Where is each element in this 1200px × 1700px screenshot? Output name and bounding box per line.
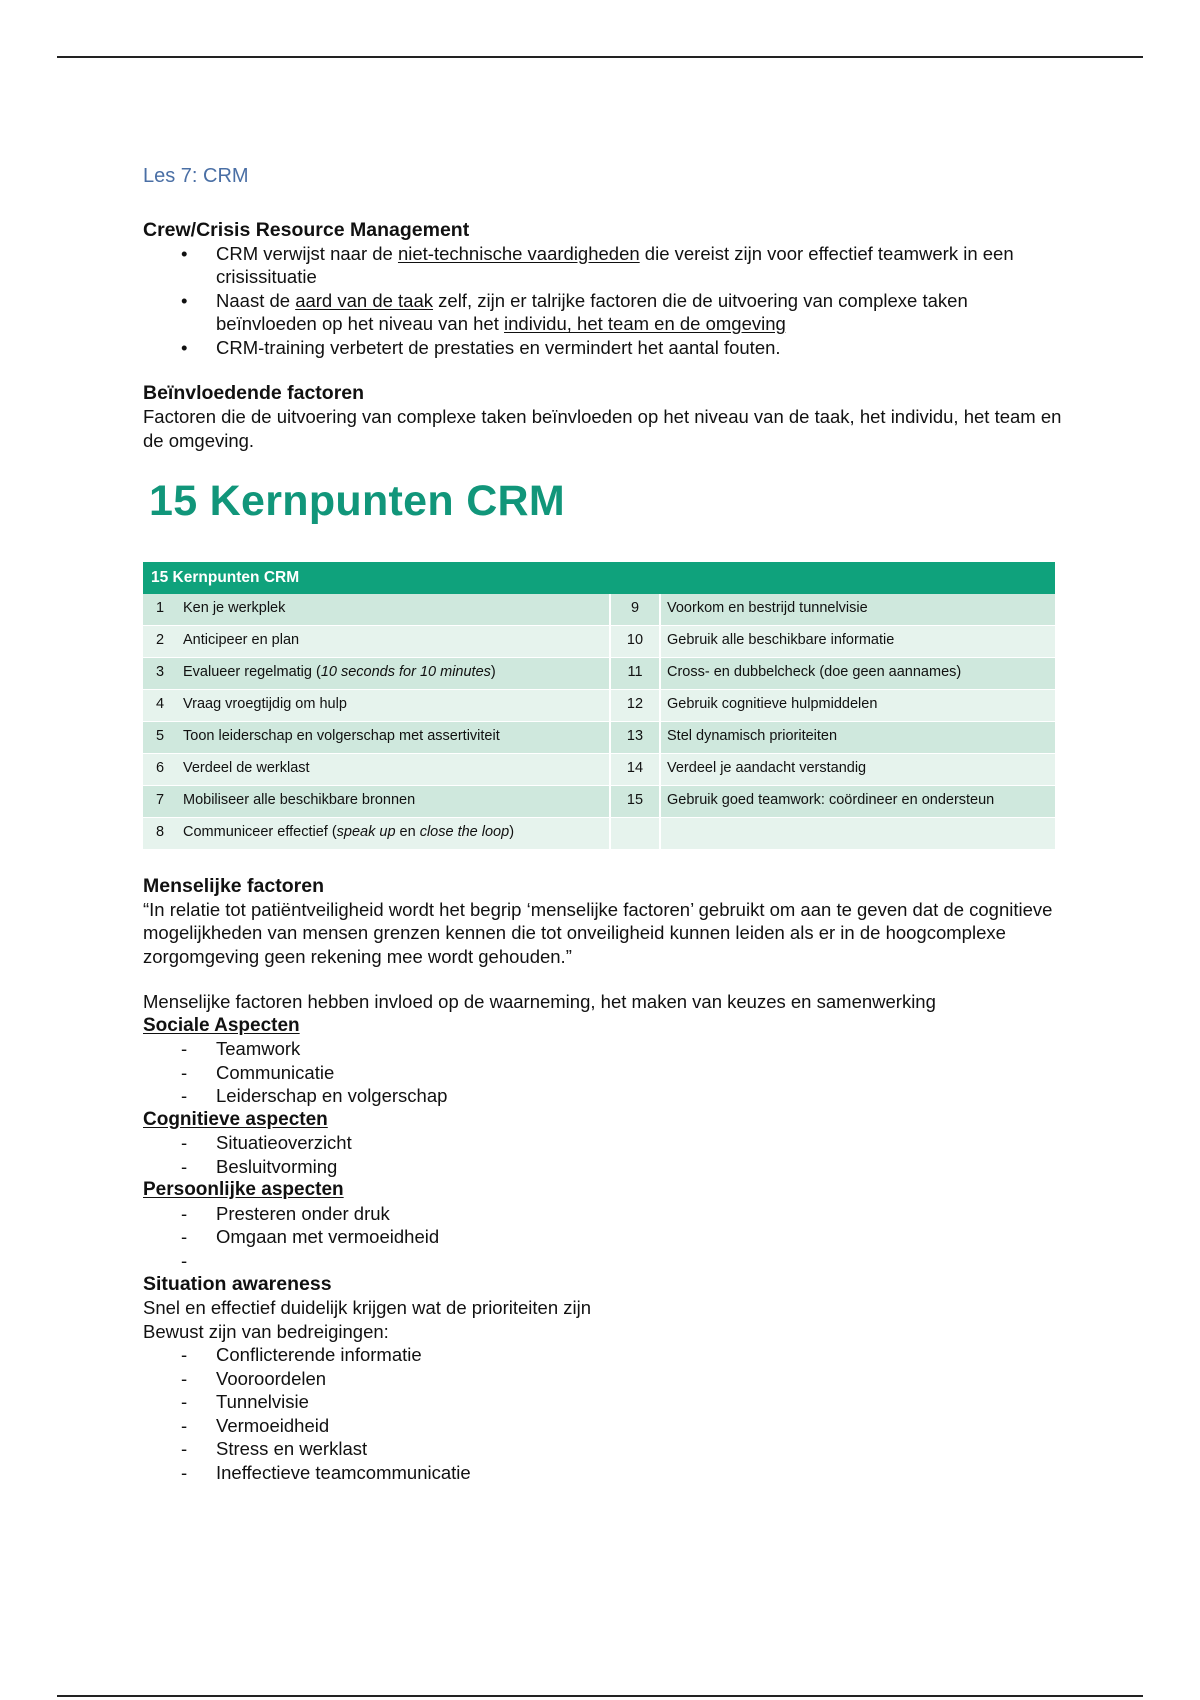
list-item: - Stress en werklast bbox=[143, 1437, 1063, 1461]
document-body bbox=[143, 165, 1063, 1484]
table-header: 15 Kernpunten CRM bbox=[143, 562, 1055, 594]
kernpunten-table bbox=[143, 562, 1055, 850]
list-item: - Vermoeidheid bbox=[143, 1414, 1063, 1438]
human-factors-intro: Menselijke factoren hebben invloed op de waarneming, het maken van keuzes en samenwerking bbox=[143, 991, 936, 1012]
list-item bbox=[143, 1249, 1063, 1273]
spacer bbox=[143, 359, 1063, 381]
personal-aspects-list bbox=[143, 1202, 1063, 1273]
cognitive-aspects-title: Cognitieve aspecten bbox=[143, 1108, 328, 1130]
list-item: - Ineffectieve teamcommunicatie bbox=[143, 1461, 1063, 1485]
list-item: - Communicatie bbox=[143, 1061, 1063, 1085]
list-item: - Presteren onder druk bbox=[143, 1202, 1063, 1226]
situation-line: Snel en effectief duidelijk krijgen wat de prioriteiten zijn bbox=[143, 1297, 592, 1318]
factors-heading: Beïnvloedende factoren bbox=[143, 382, 365, 404]
crm-bullet: • CRM-training verbetert de prestaties en vermindert het aantal fouten. bbox=[143, 336, 1063, 360]
crm-bullet: • CRM verwijst naar de niet-technische vaardigheden die vereist zijn voor effectief teamwerk in een crisissituatie bbox=[143, 242, 1063, 289]
table-row: 6 Verdeel de werklast 14 Verdeel je aandacht verstandig bbox=[143, 753, 1055, 785]
table-row: 8 Communiceer effectief (speak up en close the loop) bbox=[143, 817, 1055, 849]
kernpunten-title: 15 Kernpunten CRM bbox=[149, 477, 566, 525]
list-item: - Leiderschap en volgerschap bbox=[143, 1084, 1063, 1108]
list-item: - Teamwork bbox=[143, 1037, 1063, 1061]
table-row: 3 Evalueer regelmatig (10 seconds for 10 minutes) 11 Cross- en dubbelcheck (doe geen aannames) bbox=[143, 657, 1055, 689]
personal-aspects-title: Persoonlijke aspecten bbox=[143, 1179, 344, 1200]
list-item: - Conflicterende informatie bbox=[143, 1343, 1063, 1367]
factors-text: Factoren die de uitvoering van complexe taken beïnvloeden op het niveau van de taak, het individu, het team en de omgeving. bbox=[143, 406, 1062, 451]
crm-bullet-list bbox=[143, 242, 1063, 360]
human-factors-heading: Menselijke factoren bbox=[143, 874, 324, 897]
crm-bullet: • Naast de aard van de taak zelf, zijn er talrijke factoren die de uitvoering van complexe taken beïnvloeden op het niveau van het individu, het team en de omgeving bbox=[143, 289, 1063, 336]
social-aspects-title: Sociale Aspecten bbox=[143, 1014, 300, 1036]
social-aspects-list bbox=[143, 1037, 1063, 1108]
top-rule bbox=[57, 56, 1143, 58]
spacer bbox=[143, 968, 1063, 990]
table-row: 4 Vraag vroegtijdig om hulp 12 Gebruik cognitieve hulpmiddelen bbox=[143, 689, 1055, 721]
list-item: - Besluitvorming bbox=[143, 1155, 1063, 1179]
cognitive-aspects-list bbox=[143, 1131, 1063, 1178]
list-item: - Vooroordelen bbox=[143, 1367, 1063, 1391]
list-item: - Situatieoverzicht bbox=[143, 1131, 1063, 1155]
table-row: 7 Mobiliseer alle beschikbare bronnen 15 Gebruik goed teamwork: coördineer en ondersteun bbox=[143, 785, 1055, 817]
situation-heading: Situation awareness bbox=[143, 1273, 332, 1295]
bottom-rule bbox=[57, 1695, 1143, 1697]
situation-line: Bewust zijn van bedreigingen: bbox=[143, 1320, 389, 1342]
human-factors-quote: “In relatie tot patiëntveiligheid wordt het begrip ‘menselijke factoren’ gebruikt om aan te geven dat de cognitieve mogelijkheden van mensen grenzen kennen die tot onveiligheid kunnen leiden als er in de hoogcomplexe zorgomgeving geen rekening mee wordt gehouden.” bbox=[143, 898, 1053, 967]
crm-heading: Crew/Crisis Resource Management bbox=[143, 218, 470, 241]
list-item: - Tunnelvisie bbox=[143, 1390, 1063, 1414]
doc-title: Les 7: CRM bbox=[143, 165, 249, 187]
threats-list bbox=[143, 1343, 1063, 1484]
list-item: - Omgaan met vermoeidheid bbox=[143, 1225, 1063, 1249]
table-row: 2 Anticipeer en plan 10 Gebruik alle beschikbare informatie bbox=[143, 625, 1055, 657]
table-row: 5 Toon leiderschap en volgerschap met assertiviteit 13 Stel dynamisch prioriteiten bbox=[143, 721, 1055, 753]
table-row: 1 Ken je werkplek 9 Voorkom en bestrijd tunnelvisie bbox=[143, 594, 1055, 626]
